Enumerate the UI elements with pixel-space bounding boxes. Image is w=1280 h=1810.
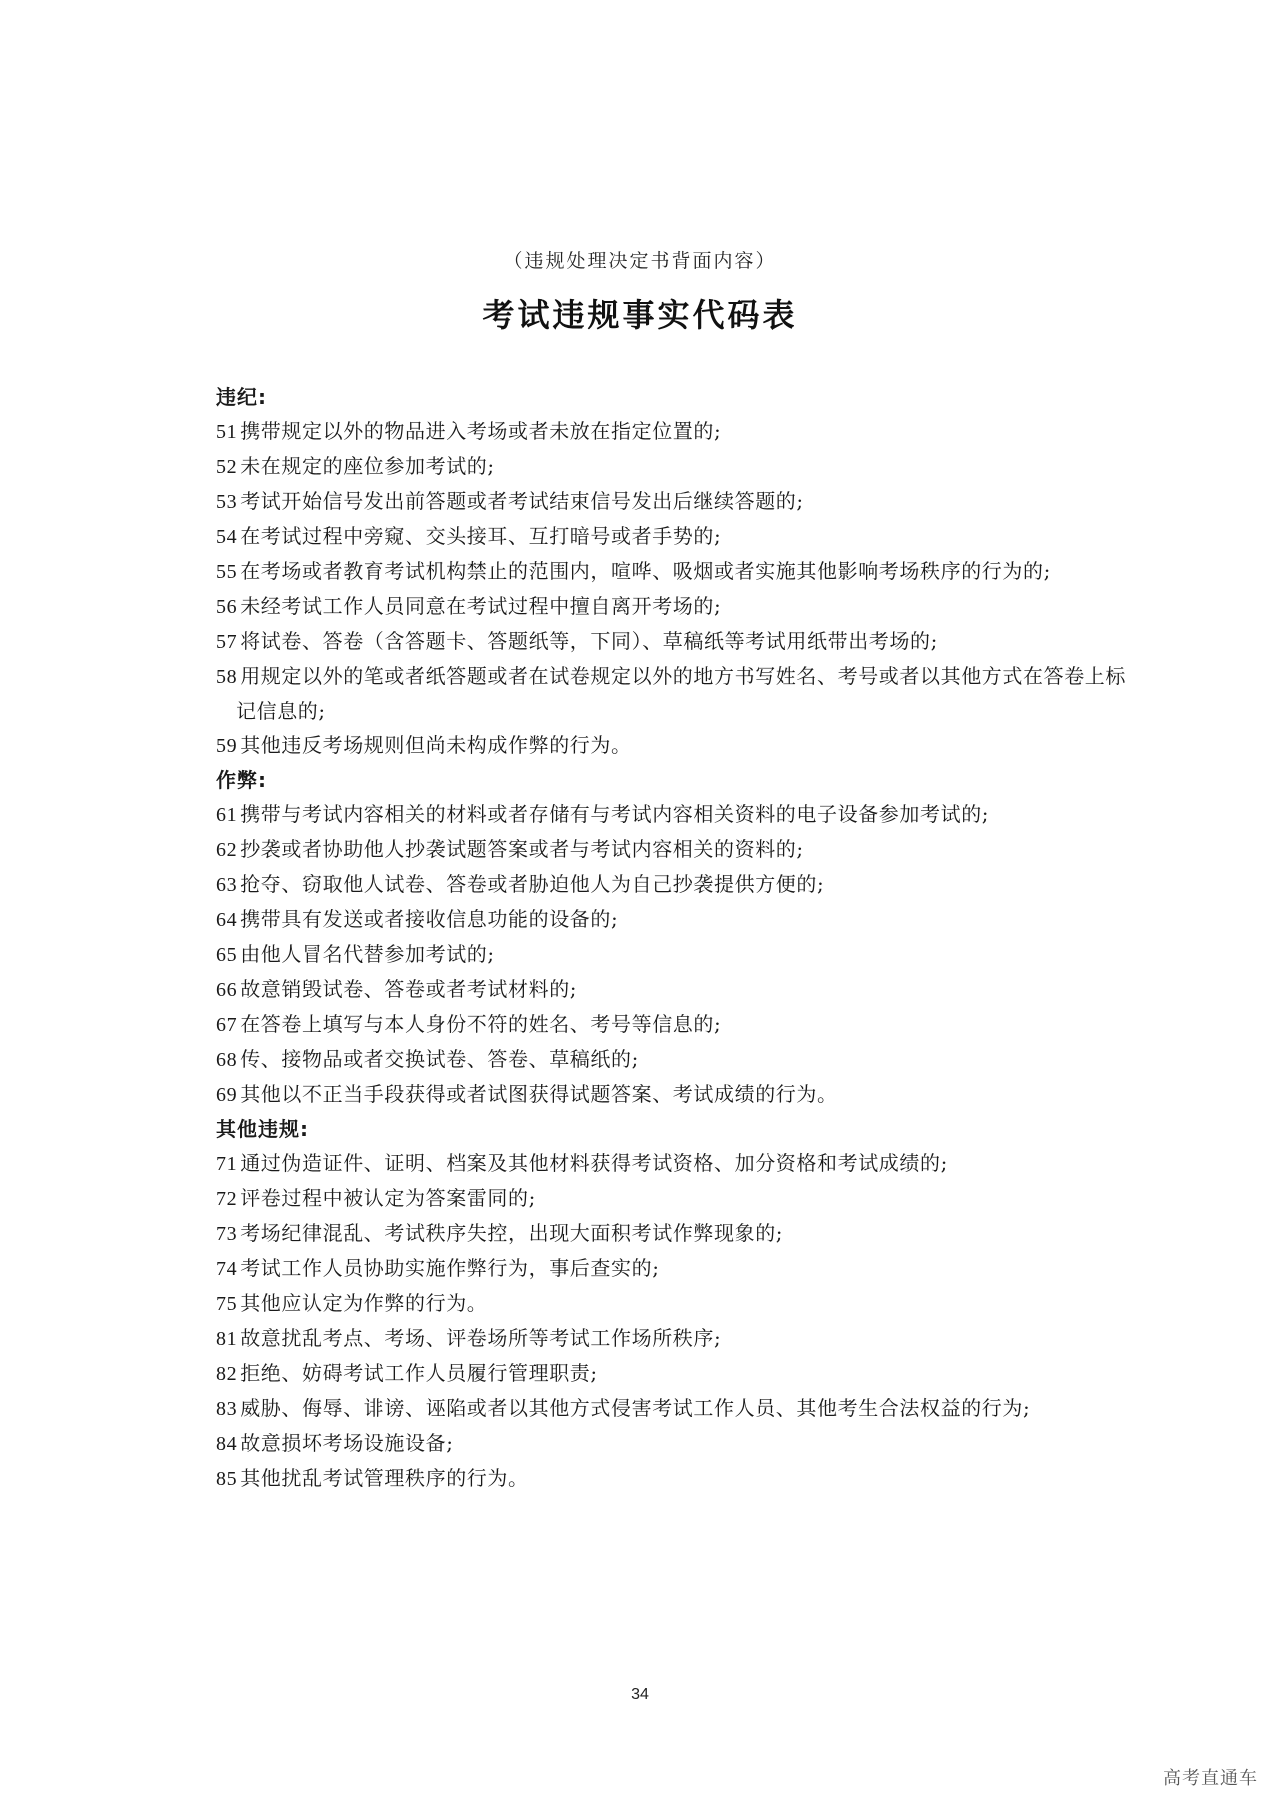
violation-code: 65 xyxy=(216,944,238,966)
list-item xyxy=(216,1426,1128,1461)
list-item xyxy=(216,449,1128,484)
violation-text: 考试工作人员协助实施作弊行为，事后查实的; xyxy=(240,1256,660,1280)
violation-text: 将试卷、答卷（含答题卡、答题纸等，下同）、草稿纸等考试用纸带出考场的; xyxy=(240,629,938,653)
violation-code: 61 xyxy=(216,804,238,826)
list-item xyxy=(216,624,1128,659)
violation-code: 54 xyxy=(216,526,238,548)
section-cheating xyxy=(216,763,1128,1112)
section-heading: 违纪: xyxy=(216,385,267,409)
violation-code: 62 xyxy=(216,839,238,861)
list-item xyxy=(216,937,1128,972)
list-item xyxy=(216,1146,1128,1181)
violation-text: 抄袭或者协助他人抄袭试题答案或者与考试内容相关的资料的; xyxy=(240,837,804,861)
list-item xyxy=(216,659,1128,728)
watermark: 高考直通车 xyxy=(1163,1768,1258,1789)
violation-text: 评卷过程中被认定为答案雷同的; xyxy=(240,1186,536,1210)
violation-code: 71 xyxy=(216,1153,238,1175)
violation-code: 52 xyxy=(216,456,238,478)
violation-code: 69 xyxy=(216,1084,238,1106)
list-item xyxy=(216,1077,1128,1112)
violation-text: 未在规定的座位参加考试的; xyxy=(240,454,495,478)
violation-code: 73 xyxy=(216,1223,238,1245)
violation-text: 在考试过程中旁窥、交头接耳、互打暗号或者手势的; xyxy=(240,524,722,548)
list-item xyxy=(216,797,1128,832)
violation-code: 74 xyxy=(216,1258,238,1280)
list-item xyxy=(216,1321,1128,1356)
violation-text: 考场纪律混乱、考试秩序失控，出现大面积考试作弊现象的; xyxy=(240,1221,784,1245)
document-subtitle: （违规处理决定书背面内容） xyxy=(503,250,777,272)
list-item xyxy=(216,1007,1128,1042)
violation-code: 85 xyxy=(216,1468,238,1490)
list-item xyxy=(216,902,1128,937)
list-item xyxy=(216,1216,1128,1251)
violation-text: 考试开始信号发出前答题或者考试结束信号发出后继续答题的; xyxy=(240,489,804,513)
violation-text: 携带与考试内容相关的材料或者存储有与考试内容相关资料的电子设备参加考试的; xyxy=(240,802,990,826)
section-discipline xyxy=(216,380,1128,763)
violation-text: 故意销毁试卷、答卷或者考试材料的; xyxy=(240,977,578,1001)
list-item xyxy=(216,589,1128,624)
list-item xyxy=(216,484,1128,519)
list-item xyxy=(216,554,1128,589)
violation-text: 用规定以外的笔或者纸答题或者在试卷规定以外的地方书写姓名、考号或者以其他方式在答卷上标记信息的; xyxy=(236,664,1127,723)
list-item xyxy=(216,1391,1128,1426)
violation-text: 在答卷上填写与本人身份不符的姓名、考号等信息的; xyxy=(240,1012,722,1036)
list-item xyxy=(216,972,1128,1007)
violation-code: 68 xyxy=(216,1049,238,1071)
violation-code: 64 xyxy=(216,909,238,931)
violation-code: 59 xyxy=(216,735,238,757)
violation-text: 通过伪造证件、证明、档案及其他材料获得考试资格、加分资格和考试成绩的; xyxy=(240,1151,948,1175)
violation-text: 其他违反考场规则但尚未构成作弊的行为。 xyxy=(240,733,632,757)
list-item xyxy=(216,1356,1128,1391)
violation-text: 故意扰乱考点、考场、评卷场所等考试工作场所秩序; xyxy=(240,1326,722,1350)
list-item xyxy=(216,1181,1128,1216)
violation-code: 72 xyxy=(216,1188,238,1210)
list-item xyxy=(216,414,1128,449)
violation-code: 82 xyxy=(216,1363,238,1385)
list-item xyxy=(216,867,1128,902)
violation-code: 63 xyxy=(216,874,238,896)
document-title: 考试违规事实代码表 xyxy=(482,296,798,334)
violation-text: 传、接物品或者交换试卷、答卷、草稿纸的; xyxy=(240,1047,639,1071)
list-item xyxy=(216,1461,1128,1496)
list-item xyxy=(216,1042,1128,1077)
violation-text: 携带规定以外的物品进入考场或者未放在指定位置的; xyxy=(240,419,722,443)
violation-text: 携带具有发送或者接收信息功能的设备的; xyxy=(240,907,619,931)
violation-code: 84 xyxy=(216,1433,238,1455)
section-heading: 作弊: xyxy=(216,768,267,792)
violation-code: 57 xyxy=(216,631,238,653)
code-table-content xyxy=(216,380,1128,1496)
violation-text: 其他应认定为作弊的行为。 xyxy=(240,1291,488,1315)
violation-code: 67 xyxy=(216,1014,238,1036)
violation-text: 其他以不正当手段获得或者试图获得试题答案、考试成绩的行为。 xyxy=(240,1082,838,1106)
violation-code: 58 xyxy=(216,666,238,688)
violation-text: 抢夺、窃取他人试卷、答卷或者胁迫他人为自己抄袭提供方便的; xyxy=(240,872,825,896)
violation-code: 55 xyxy=(216,561,238,583)
violation-code: 51 xyxy=(216,421,238,443)
violation-code: 81 xyxy=(216,1328,238,1350)
violation-code: 53 xyxy=(216,491,238,513)
violation-text: 由他人冒名代替参加考试的; xyxy=(240,942,495,966)
violation-text: 威胁、侮辱、诽谤、诬陷或者以其他方式侵害考试工作人员、其他考生合法权益的行为; xyxy=(240,1396,1031,1420)
violation-code: 75 xyxy=(216,1293,238,1315)
violation-code: 66 xyxy=(216,979,238,1001)
violation-text: 未经考试工作人员同意在考试过程中擅自离开考场的; xyxy=(240,594,722,618)
violation-code: 56 xyxy=(216,596,238,618)
list-item xyxy=(216,832,1128,867)
violation-text: 故意损坏考场设施设备; xyxy=(240,1431,454,1455)
list-item xyxy=(216,728,1128,763)
list-item xyxy=(216,1251,1128,1286)
violation-code: 83 xyxy=(216,1398,238,1420)
violation-text: 其他扰乱考试管理秩序的行为。 xyxy=(240,1466,529,1490)
violation-text: 拒绝、妨碍考试工作人员履行管理职责; xyxy=(240,1361,598,1385)
violation-text: 在考场或者教育考试机构禁止的范围内，喧哗、吸烟或者实施其他影响考场秩序的行为的; xyxy=(240,559,1051,583)
section-other-violations xyxy=(216,1112,1128,1496)
list-item xyxy=(216,519,1128,554)
list-item xyxy=(216,1286,1128,1321)
section-heading: 其他违规: xyxy=(216,1117,309,1141)
page-number: 34 xyxy=(631,1686,649,1703)
